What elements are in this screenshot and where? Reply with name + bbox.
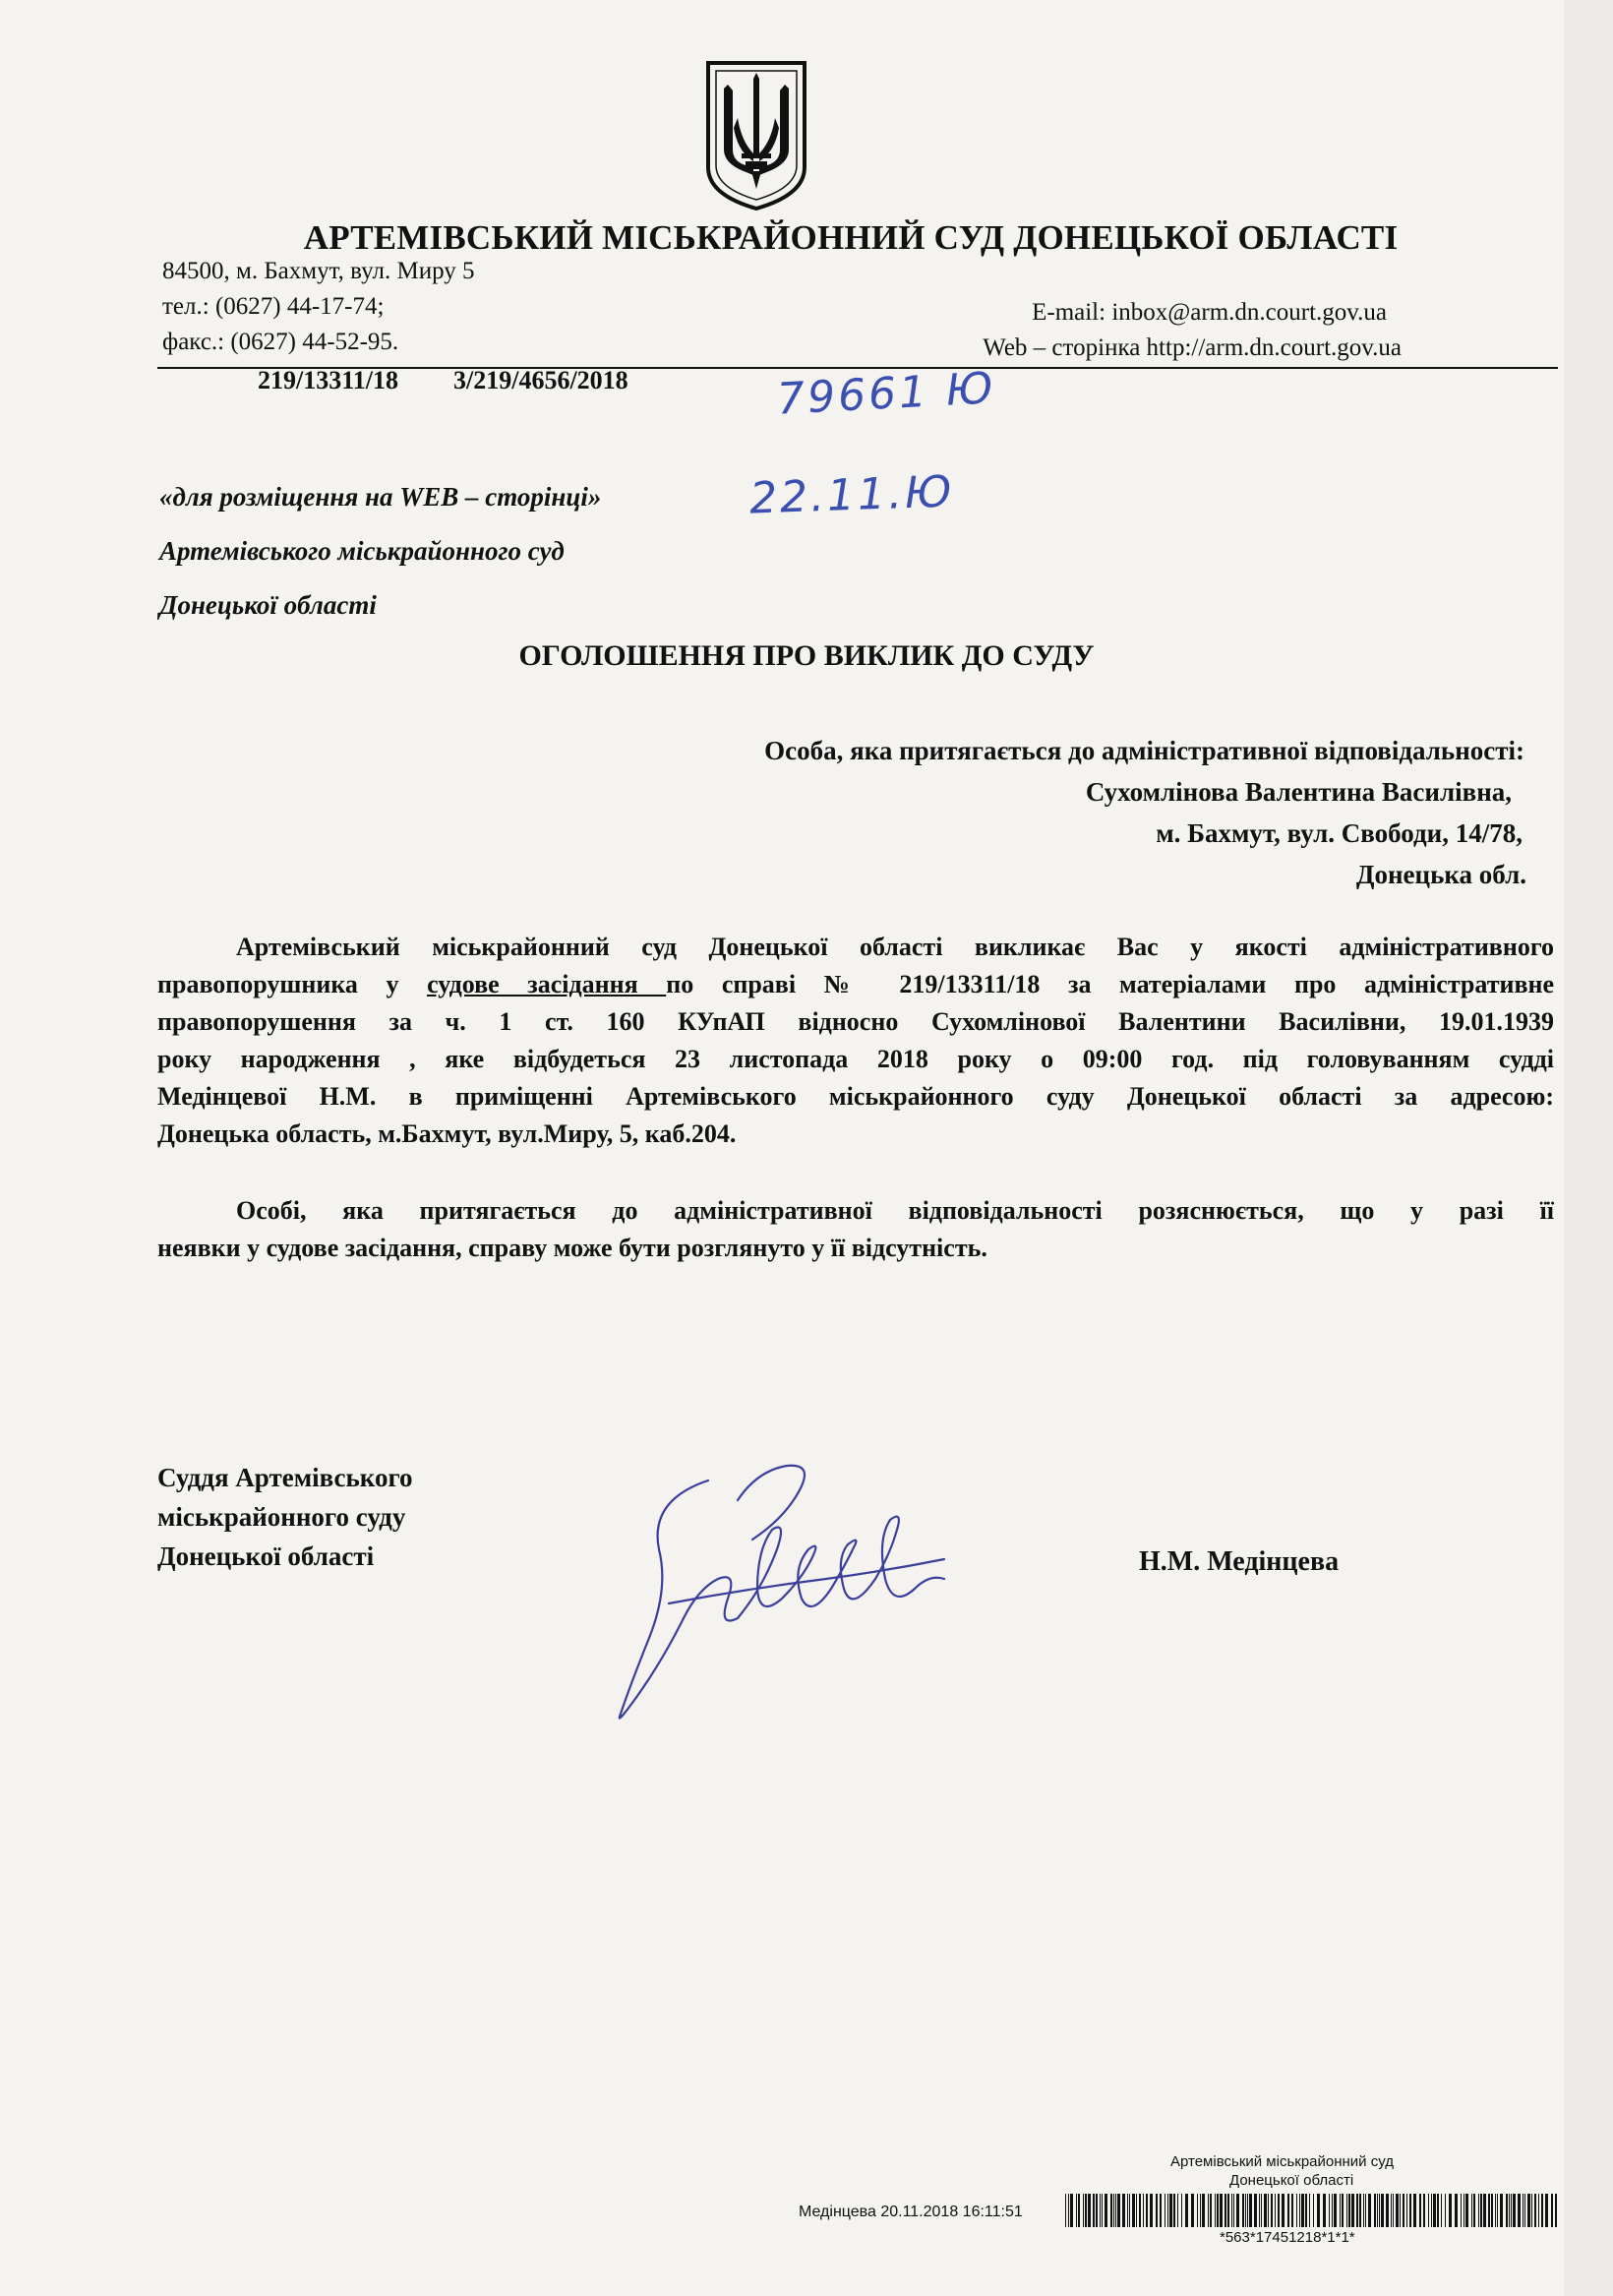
barcode-bar bbox=[1076, 2194, 1077, 2227]
court-email: E-mail: inbox@arm.dn.court.gov.ua bbox=[1032, 299, 1387, 326]
barcode-bar bbox=[1200, 2194, 1201, 2227]
addressee-region-line: Донецької області bbox=[159, 590, 377, 620]
barcode-bar bbox=[1117, 2194, 1120, 2227]
barcode-bar bbox=[1208, 2194, 1209, 2227]
barcode-bar bbox=[1406, 2194, 1407, 2227]
barcode-bar bbox=[1359, 2194, 1361, 2227]
paragraph-line bbox=[157, 966, 1554, 1003]
barcode-bar bbox=[1391, 2194, 1392, 2227]
barcode-bar bbox=[1210, 2194, 1212, 2227]
handwritten-signature bbox=[590, 1441, 964, 1726]
barcode-bar bbox=[1419, 2194, 1421, 2227]
barcode-bar bbox=[1538, 2194, 1539, 2227]
barcode-bar bbox=[1127, 2194, 1128, 2227]
barcode-bar bbox=[1363, 2194, 1364, 2227]
barcode-bar bbox=[1483, 2194, 1486, 2227]
barcode-bar bbox=[1305, 2194, 1307, 2227]
barcode-bar bbox=[1215, 2194, 1216, 2227]
barcode-bar bbox=[1197, 2194, 1198, 2227]
barcode-bar bbox=[1513, 2194, 1516, 2227]
proceeding-number: 3/219/4656/2018 bbox=[453, 366, 628, 394]
barcode-bar bbox=[1156, 2194, 1158, 2227]
barcode-bar bbox=[1480, 2194, 1482, 2227]
barcode-bar bbox=[1332, 2194, 1333, 2227]
web-placement-note: «для розміщення на WEB – сторінці» bbox=[159, 482, 602, 512]
barcode-bar bbox=[1301, 2194, 1304, 2227]
paragraph-line: Особі, яка притягається до адміністративної відповідальності розяснюється, що у разі її bbox=[236, 1196, 1554, 1225]
court-name-heading: АРТЕМІВСЬКИЙ МІСЬКРАЙОННИЙ СУД ДОНЕЦЬКОЇ ОБЛАСТІ bbox=[303, 218, 1399, 257]
barcode-bar bbox=[1191, 2194, 1194, 2227]
barcode-bar bbox=[1278, 2194, 1280, 2227]
barcode-bar bbox=[1143, 2194, 1144, 2227]
barcode-bar bbox=[1409, 2194, 1411, 2227]
barcode-bar bbox=[1220, 2194, 1223, 2227]
paragraph-line: неявки у судове засідання, справу може бути розглянуто у її відсутність. bbox=[157, 1234, 987, 1262]
court-fax: факс.: (0627) 44-52-95. bbox=[162, 329, 399, 355]
barcode-bar bbox=[1083, 2194, 1084, 2227]
barcode-bar bbox=[1225, 2194, 1226, 2227]
barcode-bar bbox=[1403, 2194, 1404, 2227]
person-name: Сухомлінова Валентина Василівна, bbox=[1085, 777, 1512, 807]
barcode-bar bbox=[1500, 2194, 1503, 2227]
judge-title-line: Донецької області bbox=[157, 1541, 375, 1571]
addressee-court-line: Артемівського міськрайонного суд bbox=[159, 536, 565, 566]
stamp-signed-by: Медінцева 20.11.2018 16:11:51 bbox=[799, 2204, 1023, 2220]
barcode-bar bbox=[1102, 2194, 1103, 2227]
barcode-bar bbox=[1368, 2194, 1371, 2227]
barcode-bar bbox=[1177, 2194, 1178, 2227]
barcode-bar bbox=[1217, 2194, 1219, 2227]
barcode-bar bbox=[1115, 2194, 1116, 2227]
barcode-bar bbox=[1313, 2194, 1314, 2227]
barcode-bar bbox=[1393, 2194, 1394, 2227]
barcode-bar bbox=[1169, 2194, 1172, 2227]
barcode-bar bbox=[1259, 2194, 1260, 2227]
barcode-bar bbox=[1105, 2194, 1107, 2227]
barcode-bar bbox=[1428, 2194, 1429, 2227]
barcode-bar bbox=[1185, 2194, 1188, 2227]
court-website: Web – сторінка http://arm.dn.court.gov.ua bbox=[983, 334, 1402, 361]
barcode-bar bbox=[1088, 2194, 1091, 2227]
judge-title-line: міськрайонного суду bbox=[157, 1502, 406, 1532]
barcode-bar bbox=[1271, 2194, 1273, 2227]
barcode-bar bbox=[1249, 2194, 1252, 2227]
barcode-bar bbox=[1342, 2194, 1344, 2227]
barcode-bar bbox=[1096, 2194, 1098, 2227]
barcode-bar bbox=[1381, 2194, 1384, 2227]
barcode-bar bbox=[1545, 2194, 1548, 2227]
barcode-bar bbox=[1275, 2194, 1276, 2227]
barcode-bar bbox=[1093, 2194, 1095, 2227]
underlined-text: судове засідання bbox=[427, 970, 667, 998]
stamp-court-region: Донецької області bbox=[1229, 2172, 1354, 2189]
judge-title-line: Суддя Артемівського bbox=[157, 1463, 413, 1492]
barcode-bar bbox=[1317, 2194, 1320, 2227]
barcode-bar bbox=[1068, 2194, 1069, 2227]
barcode-bar bbox=[1110, 2194, 1112, 2227]
barcode-bar bbox=[1461, 2194, 1462, 2227]
barcode-bar bbox=[1173, 2194, 1175, 2227]
barcode-bar bbox=[1254, 2194, 1257, 2227]
barcode-bar bbox=[1511, 2194, 1512, 2227]
barcode-bar bbox=[1541, 2194, 1543, 2227]
case-number: 219/13311/18 bbox=[258, 366, 399, 394]
barcode-bar bbox=[1129, 2194, 1130, 2227]
barcode-bar bbox=[1340, 2194, 1341, 2227]
barcode-bar bbox=[1478, 2194, 1479, 2227]
paragraph-line: Медінцевої Н.М. в приміщенні Артемівського міськрайонного суду Донецької області за адресою: bbox=[157, 1082, 1554, 1111]
barcode-bar bbox=[1245, 2194, 1246, 2227]
paragraph-line: правопорушення за ч. 1 ст. 160 КУпАП відносно Сухомлінової Валентини Василівни, 19.01.1939 bbox=[157, 1007, 1554, 1036]
paragraph-line: року народження , яке відбудеться 23 листопада 2018 року о 09:00 год. під головуванням судді bbox=[157, 1045, 1554, 1073]
barcode-bar bbox=[1518, 2194, 1521, 2227]
barcode-bar bbox=[1396, 2194, 1399, 2227]
barcode-bar bbox=[1334, 2194, 1337, 2227]
barcode-bar bbox=[1202, 2194, 1205, 2227]
barcode-bar bbox=[1527, 2194, 1530, 2227]
barcode-bar bbox=[1242, 2194, 1244, 2227]
barcode-bar bbox=[1287, 2194, 1289, 2227]
barcode-bar bbox=[1309, 2194, 1310, 2227]
barcode-bar bbox=[1379, 2194, 1380, 2227]
barcode-bar bbox=[1374, 2194, 1376, 2227]
barcode-bar bbox=[1495, 2194, 1496, 2227]
handwritten-registration-number: 79661 Ю bbox=[775, 363, 997, 425]
barcode-bar bbox=[1264, 2194, 1267, 2227]
barcode-bar bbox=[1423, 2194, 1425, 2227]
barcode-bar bbox=[1386, 2194, 1389, 2227]
text-fragment: по справі № 219/13311/18 за матеріалами про адміністративне bbox=[666, 970, 1555, 998]
handwritten-date: 22.11.Ю bbox=[748, 466, 956, 524]
barcode-bar bbox=[1441, 2194, 1442, 2227]
case-numbers bbox=[258, 366, 628, 395]
barcode-bar bbox=[1497, 2194, 1498, 2227]
barcode-bar bbox=[1065, 2194, 1066, 2227]
document-title: ОГОЛОШЕННЯ ПРО ВИКЛИК ДО СУДУ bbox=[518, 639, 1095, 672]
barcode-bar bbox=[1356, 2194, 1358, 2227]
barcode-bar bbox=[1233, 2194, 1234, 2227]
barcode-bar bbox=[1431, 2194, 1432, 2227]
barcode-bar bbox=[1534, 2194, 1536, 2227]
barcode-icon bbox=[1065, 2194, 1557, 2227]
barcode-bar bbox=[1136, 2194, 1137, 2227]
text-fragment: правопорушника у bbox=[157, 970, 428, 998]
barcode-bar bbox=[1471, 2194, 1472, 2227]
barcode-bar bbox=[1346, 2194, 1347, 2227]
barcode-text: *563*17451218*1*1* bbox=[1220, 2229, 1355, 2246]
barcode-bar bbox=[1377, 2194, 1378, 2227]
barcode-bar bbox=[1323, 2194, 1326, 2227]
barcode-bar bbox=[1473, 2194, 1475, 2227]
barcode-bar bbox=[1085, 2194, 1087, 2227]
trident-coat-of-arms-icon bbox=[702, 59, 810, 211]
barcode-bar bbox=[1488, 2194, 1490, 2227]
barcode-bar bbox=[1524, 2194, 1525, 2227]
barcode-bar bbox=[1181, 2194, 1182, 2227]
barcode-bar bbox=[1146, 2194, 1148, 2227]
barcode-bar bbox=[1413, 2194, 1416, 2227]
barcode-bar bbox=[1070, 2194, 1073, 2227]
barcode-bar bbox=[1465, 2194, 1468, 2227]
barcode-bar bbox=[1160, 2194, 1162, 2227]
barcode-bar bbox=[1100, 2194, 1101, 2227]
scan-edge-shadow bbox=[1564, 0, 1613, 2296]
judge-title-block bbox=[157, 1458, 413, 1576]
barcode-bar bbox=[1139, 2194, 1141, 2227]
barcode-bar bbox=[1227, 2194, 1229, 2227]
barcode-bar bbox=[1268, 2194, 1269, 2227]
summons-paragraph bbox=[157, 929, 1554, 1153]
barcode-bar bbox=[1551, 2194, 1553, 2227]
barcode-bar bbox=[1449, 2194, 1452, 2227]
barcode-bar bbox=[1291, 2194, 1293, 2227]
court-phone: тел.: (0627) 44-17-74; bbox=[162, 293, 385, 320]
barcode-bar bbox=[1433, 2194, 1436, 2227]
barcode-bar bbox=[1351, 2194, 1354, 2227]
barcode-bar bbox=[1555, 2194, 1557, 2227]
barcode-bar bbox=[1400, 2194, 1401, 2227]
barcode-bar bbox=[1531, 2194, 1532, 2227]
barcode-bar bbox=[1282, 2194, 1284, 2227]
judge-name: Н.М. Медінцева bbox=[1139, 1546, 1340, 1577]
person-region: Донецька обл. bbox=[1355, 860, 1526, 889]
barcode-bar bbox=[1132, 2194, 1135, 2227]
barcode-bar bbox=[1122, 2194, 1125, 2227]
barcode-bar bbox=[1299, 2194, 1300, 2227]
barcode-bar bbox=[1491, 2194, 1493, 2227]
barcode-bar bbox=[1296, 2194, 1297, 2227]
barcode-bar bbox=[1247, 2194, 1248, 2227]
barcode-bar bbox=[1329, 2194, 1330, 2227]
barcode-bar bbox=[1078, 2194, 1080, 2227]
barcode-bar bbox=[1506, 2194, 1508, 2227]
paragraph-line: Артемівський міськрайонний суд Донецької області викликає Вас у якості адміністративного bbox=[236, 933, 1554, 961]
barcode-bar bbox=[1231, 2194, 1232, 2227]
barcode-bar bbox=[1455, 2194, 1458, 2227]
paragraph-line: Донецька область, м.Бахмут, вул.Миру, 5, каб.204. bbox=[157, 1119, 737, 1148]
notice-paragraph bbox=[157, 1192, 1554, 1267]
barcode-bar bbox=[1113, 2194, 1114, 2227]
person-address: м. Бахмут, вул. Свободи, 14/78, bbox=[1156, 818, 1523, 848]
barcode-bar bbox=[1150, 2194, 1153, 2227]
barcode-bar bbox=[1348, 2194, 1350, 2227]
barcode-bar bbox=[1261, 2194, 1262, 2227]
stamp-court-name: Артемівський міськрайонний суд bbox=[1170, 2153, 1394, 2170]
barcode-bar bbox=[1365, 2194, 1366, 2227]
person-label: Особа, яка притягається до адміністративної відповідальності: bbox=[764, 736, 1524, 765]
barcode-bar bbox=[1167, 2194, 1168, 2227]
barcode-bar bbox=[1509, 2194, 1510, 2227]
barcode-bar bbox=[1437, 2194, 1439, 2227]
barcode-bar bbox=[1236, 2194, 1239, 2227]
barcode-bar bbox=[1445, 2194, 1446, 2227]
court-address: 84500, м. Бахмут, вул. Миру 5 bbox=[162, 258, 475, 284]
